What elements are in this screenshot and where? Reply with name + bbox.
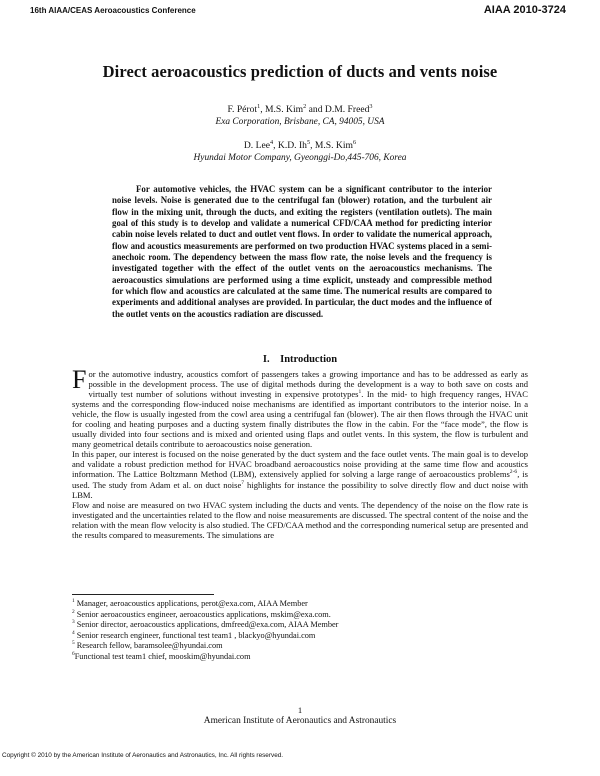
footnote: $^4$ Senior research engineer, functional test team1 , blackyo@hyundai.com xyxy=(72,630,316,640)
introduction-body xyxy=(72,365,529,540)
author-sup: 1 xyxy=(257,102,261,110)
footnote: $^5$ Research fellow, baramsolee@hyundai.com xyxy=(72,640,223,651)
author-name: K.D. Ih xyxy=(277,140,307,151)
author-line-1: F. Pérot$^1$, M.S. Kim$^2$ and D.M. Freed$^3$ xyxy=(227,102,373,115)
author-name: D.M. Freed xyxy=(324,104,370,115)
citation-sup: 7 xyxy=(241,479,245,486)
citation-sup: 2-6 xyxy=(509,469,518,476)
abstract: For automotive vehicles, the HVAC system can be a significant contributor to the interior noise levels. Noise is generated due to the centrifugal fan (blower) rotation, and the turbulent air flow in the mixing unit, through the ducts, and exiting the registers (ventilation outlets). The main goal of this study is to develop and validate a numerical CFD/CAA method for predicting interior cabin noise levels related to duct and outlet vent flows. In order to validate the numerical approach, flow and acoustics measurements are performed on two production HVAC systems placed in a semi-anechoic room. The dependency between the mass flow rate, the noise levels and the frequency is investigated together with the effect of the outlet vents on the aeroacoustics mechanisms. The aeroacoustics simulations are performed using a time explicit, unsteady and compressible method for which flow and acoustics are calculated at the same time. The numerical results are compared to experiments and additional analyses are provided. In particular, the duct modes and the influence of the outlet vents on the acoustics radiation are discussed. xyxy=(112,184,492,319)
footnote: $^1$ Manager, aeroacoustics applications, perot@exa.com, AIAA Member xyxy=(72,598,308,608)
paragraph: For the automotive industry, acoustics comfort of passengers takes a growing importance and has to be addressed as early as possible in the development process. The use of digital methods during the development is a way to both save on costs and virtually test number of solutions without investing in expensive prototypes$^1$. In the mid- to high frequency ranges, HVAC systems and the corresponding flow-induced noise mechanisms are identified as important contributors to the interior noise. In a vehicle, the flow is usually ingested from the cowl area using a centrifugal fan (blower). The air then flows through the HVAC unit for cooling and heating purposes and a ducting system finally distributes the flow in the cabin. For the “face mode”, the flow is usually divided into four sections and is mixed and oriented using flaps and outlet vents. In this system, the flow is turbulent and many geometrical details contribute to aeroacoustics noise generation. xyxy=(72,365,528,450)
author-name: M.S. Kim xyxy=(265,104,304,115)
footnote: $^2$ Senior aeroacoustics engineer, aeroacoustics applications, mskim@exa.com. xyxy=(72,608,331,619)
author-sup: 5 xyxy=(306,138,311,146)
paper-id: AIAA 2010-3724 xyxy=(483,4,566,16)
author-sup: 2 xyxy=(303,102,307,110)
footnote: $^3$ Senior director, aeroacoustics applications, dmfreed@exa.com, AIAA Member xyxy=(72,619,339,630)
footnotes xyxy=(72,599,528,663)
footnote: $^6$Functional test team1 chief, mooskim@hyundai.com xyxy=(72,651,251,661)
footer-organization: American Institute of Aeronautics and Astronautics xyxy=(203,716,397,726)
author-name: F. Pérot xyxy=(227,104,258,115)
author-sup: 6 xyxy=(353,138,357,146)
copyright-notice: Copyright © 2010 by the American Institute of Aeronautics and Astronautics, Inc. All rights reserved. xyxy=(2,752,284,759)
author-line-2: D. Lee$^4$, K.D. Ih$^5$, M.S. Kim$^6$ xyxy=(243,138,357,151)
footnote-rule xyxy=(72,594,214,595)
author-sup: 4 xyxy=(269,138,274,146)
citation-sup: 1 xyxy=(358,389,362,396)
author-name: M.S. Kim xyxy=(314,140,353,151)
affiliation-2: Hyundai Motor Company, Gyeonggi-Do,445-706, Korea xyxy=(193,153,407,163)
paragraph: In this paper, our interest is focused on the noise generated by the duct system and the face outlet vents. The main goal is to develop and validate a robust prediction method for HVAC broadband aeroacoustics noise providing at the same time flow and acoustics information. The Lattice Boltzmann Method (LBM), extensively applied for solving a large range of aeroacoustics problems$^{2-6}$, is used. The study from Adam et al. on duct noise$^7$ highlights for instance the possibility to solve directly flow and duct noise with LBM. xyxy=(72,449,529,500)
section-heading: I. Introduction xyxy=(262,354,338,365)
affiliation-1: Exa Corporation, Brisbane, CA, 94005, USA xyxy=(215,117,385,127)
drop-cap: F xyxy=(72,365,87,394)
conference-header: 16th AIAA/CEAS Aeroacoustics Conference xyxy=(30,6,196,15)
paragraph: Flow and noise are measured on two HVAC system including the ducts and vents. The dependency of the noise on the flow rate is investigated and the uncertainties related to the flow and noise measurements are discussed. The spectral content of the noise and the relation with the mean flow velocity is also studied. The CFD/CAA method and the corresponding numerical setup are presented and the results compared to measurements. The simulations are xyxy=(72,499,528,540)
page-number: 1 xyxy=(297,705,303,715)
author-name: D. Lee xyxy=(243,140,270,151)
paper-title: Direct aeroacoustics prediction of ducts and vents noise xyxy=(102,62,498,81)
author-sup: 3 xyxy=(369,102,373,110)
